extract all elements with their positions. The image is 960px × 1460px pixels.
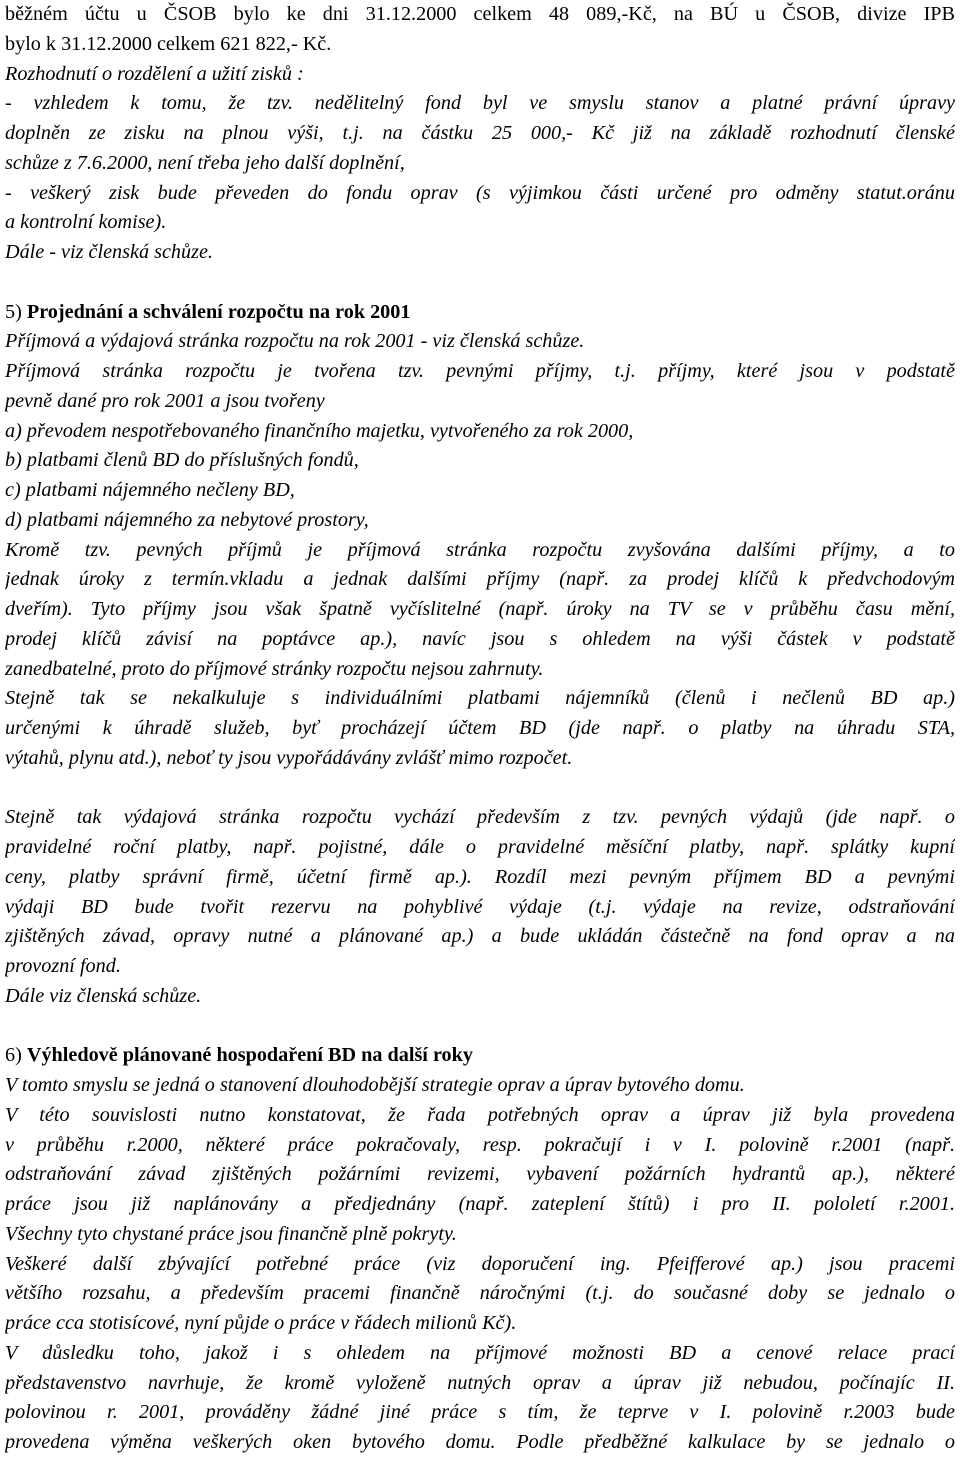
text-line <box>5 88 955 119</box>
section-heading: Projednání a schválení rozpočtu na rok 2001 <box>26 300 411 323</box>
text-line <box>5 178 955 209</box>
text-line <box>5 594 955 625</box>
text-line <box>5 1040 955 1071</box>
line-text: doplněn ze zisku na plnou výši, t.j. na částku 25 000,- Kč již na základě rozhodnutí členské <box>5 122 955 144</box>
line-text: Kromě tzv. pevných příjmů je příjmová stránka rozpočtu zvyšována dalšími příjmy, a to <box>5 538 955 561</box>
blank-line <box>5 267 955 298</box>
blank-line <box>5 1011 955 1042</box>
line-text: většího rozsahu, a především pracemi finančně náročnými (t.j. do současné doby se jednalo o <box>5 1282 955 1305</box>
line-text: - vzhledem k tomu, že tzv. nedělitelný fond byl ve smyslu stanov a platné právní úpravy <box>5 92 955 115</box>
text-line <box>5 297 955 328</box>
text-line <box>5 475 955 506</box>
line-text: výtahů, plynu atd.), neboť ty jsou vypořádávány zvlášť mimo rozpočet. <box>5 746 573 769</box>
line-text: V této souvislosti nutno konstatovat, že řada potřebných oprav a úprav již byla provedena <box>5 1103 955 1126</box>
line-text: b) platbami členů BD do příslušných fondů, <box>5 449 359 472</box>
line-text: V tomto smyslu se jedná o stanovení dlouhodobější strategie oprav a úprav bytového domu. <box>5 1074 745 1096</box>
text-line <box>5 921 955 952</box>
line-text: Všechny tyto chystané práce jsou finančně plně pokryty. <box>5 1222 457 1245</box>
text-line <box>5 505 955 536</box>
line-text: Veškeré další zbývající potřebné práce (viz doporučení ing. Pfeifferové ap.) jsou pracemi <box>5 1252 955 1275</box>
text-line <box>5 1100 955 1131</box>
text-line <box>5 1249 955 1280</box>
text-line <box>5 1278 955 1309</box>
line-text: pravidelné roční platby, např. pojistné, dále o pravidelné měsíční platby, např. splátky kupní <box>5 836 955 858</box>
line-text: Stejně tak výdajová stránka rozpočtu vychází především z tzv. pevných výdajů (jde např. o <box>5 806 955 829</box>
text-line <box>5 1338 955 1369</box>
line-text: a kontrolní komise). <box>5 211 167 234</box>
blank-line <box>5 773 955 804</box>
line-text: 5) <box>5 300 27 323</box>
text-line <box>5 743 955 774</box>
line-text: dveřím). Tyto příjmy jsou však špatně vyčíslitelné (např. úroky na TV se v průběhu času mění, <box>5 598 955 620</box>
line-text: d) platbami nájemného za nebytové prostory, <box>5 508 369 531</box>
text-line <box>5 832 955 863</box>
line-text: Rozhodnutí o rozdělení a užití zisků : <box>5 62 304 85</box>
text-line <box>5 862 955 893</box>
text-line <box>5 29 955 60</box>
text-line <box>5 654 955 685</box>
text-line <box>5 1159 955 1190</box>
line-text: prodej klíčů závisí na poptávce ap.), navíc jsou s ohledem na výši částek v podstatě <box>5 627 955 650</box>
text-line <box>5 118 955 149</box>
line-text: Stejně tak se nekalkuluje s individuálními platbami nájemníků (členů i nečlenů BD ap.) <box>5 687 955 710</box>
section-heading: Výhledově plánované hospodaření BD na další roky <box>26 1044 473 1067</box>
line-text: Příjmová stránka rozpočtu je tvořena tzv. pevnými příjmy, t.j. příjmy, které jsou v podstatě <box>5 360 955 382</box>
text-line <box>5 683 955 714</box>
text-line <box>5 445 955 476</box>
text-line <box>5 981 955 1012</box>
line-text: c) platbami nájemného nečleny BD, <box>5 479 295 501</box>
line-text: bylo k 31.12.2000 celkem 621 822,- Kč. <box>5 32 332 55</box>
line-text: práce jsou již naplánovány a předjednány (např. zateplení štítů) i pro II. pololetí r.2001. <box>5 1193 955 1215</box>
text-line <box>5 802 955 833</box>
line-text: V důsledku toho, jakož i s ohledem na příjmové možnosti BD a cenové relace prací <box>5 1341 955 1364</box>
line-text: ceny, platby správní firmě, účetní firmě ap.). Rozdíl mezi pevným příjmem BD a pevnými <box>5 865 955 888</box>
line-text: a) převodem nespotřebovaného finančního majetku, vytvořeného za rok 2000, <box>5 419 634 442</box>
line-text: pevně dané pro rok 2001 a jsou tvořeny <box>5 389 325 412</box>
text-line <box>5 386 955 417</box>
text-line <box>5 1427 955 1458</box>
text-line <box>5 207 955 238</box>
text-line <box>5 1308 955 1339</box>
line-text: práce cca stotisícové, nyní půjde o práce v řádech milionů Kč). <box>5 1312 517 1334</box>
line-text: výdaji BD bude tvořit rezervu na pohyblivé výdaje (t.j. výdaje na revize, odstraňování <box>5 895 955 918</box>
line-text: - veškerý zisk bude převeden do fondu oprav (s výjimkou části určené pro odměny statut.oránu <box>5 181 955 204</box>
line-text: provozní fond. <box>5 955 121 977</box>
text-line <box>5 1368 955 1399</box>
text-line <box>5 416 955 447</box>
line-text: 6) <box>5 1044 27 1067</box>
line-text: zanedbatelné, proto do příjmové stránky rozpočtu nejsou zahrnuty. <box>5 657 544 680</box>
text-line <box>5 1130 955 1161</box>
text-line <box>5 0 955 30</box>
text-line <box>5 1219 955 1250</box>
text-line <box>5 1397 955 1428</box>
line-text: polovinou r. 2001, prováděny žádné jiné práce s tím, že teprve v I. polovině r.2003 bude <box>5 1401 955 1424</box>
text-line <box>5 624 955 655</box>
line-text: jednak úroky z termín.vkladu a jednak dalšími příjmy (např. za prodej klíčů k předvchodovým <box>5 568 955 591</box>
text-line <box>5 535 955 566</box>
text-line <box>5 892 955 923</box>
line-text: zjištěných závad, opravy nutné a plánované ap.) a bude ukládán částečně na fond oprav a na <box>5 925 955 948</box>
line-text: provedena výměna veškerých oken bytového domu. Podle předběžné kalkulace by se jednalo o <box>5 1431 955 1453</box>
text-line <box>5 59 955 90</box>
line-text: Dále viz členská schůze. <box>5 984 202 1007</box>
text-line <box>5 564 955 595</box>
line-text: schůze z 7.6.2000, není třeba jeho další doplnění, <box>5 151 405 174</box>
line-text: v průběhu r.2000, některé práce pokračovaly, resp. pokračují i v I. polovině r.2001 (např. <box>5 1133 955 1156</box>
text-line <box>5 237 955 268</box>
line-text: Příjmová a výdajová stránka rozpočtu na rok 2001 - viz členská schůze. <box>5 330 585 353</box>
line-text: představenstvo navrhuje, že kromě vyloženě nutných oprav a úprav již nebudou, počínajíc II. <box>5 1371 955 1394</box>
line-text: Dále - viz členská schůze. <box>5 241 213 263</box>
line-text: odstraňování závad zjištěných požárními revizemi, vybavení požárních hydrantů ap.), některé <box>5 1163 955 1186</box>
text-line <box>5 1189 955 1220</box>
line-text: určenými k úhradě služeb, byť procházejí účtem BD (jde např. o platby na úhradu STA, <box>5 717 955 739</box>
text-line <box>5 1070 955 1101</box>
text-line <box>5 951 955 982</box>
text-line <box>5 356 955 387</box>
text-line <box>5 326 955 357</box>
text-line <box>5 713 955 744</box>
line-text: běžném účtu u ČSOB bylo ke dni 31.12.2000 celkem 48 089,-Kč, na BÚ u ČSOB, divize IPB <box>5 3 955 25</box>
text-line <box>5 148 955 179</box>
